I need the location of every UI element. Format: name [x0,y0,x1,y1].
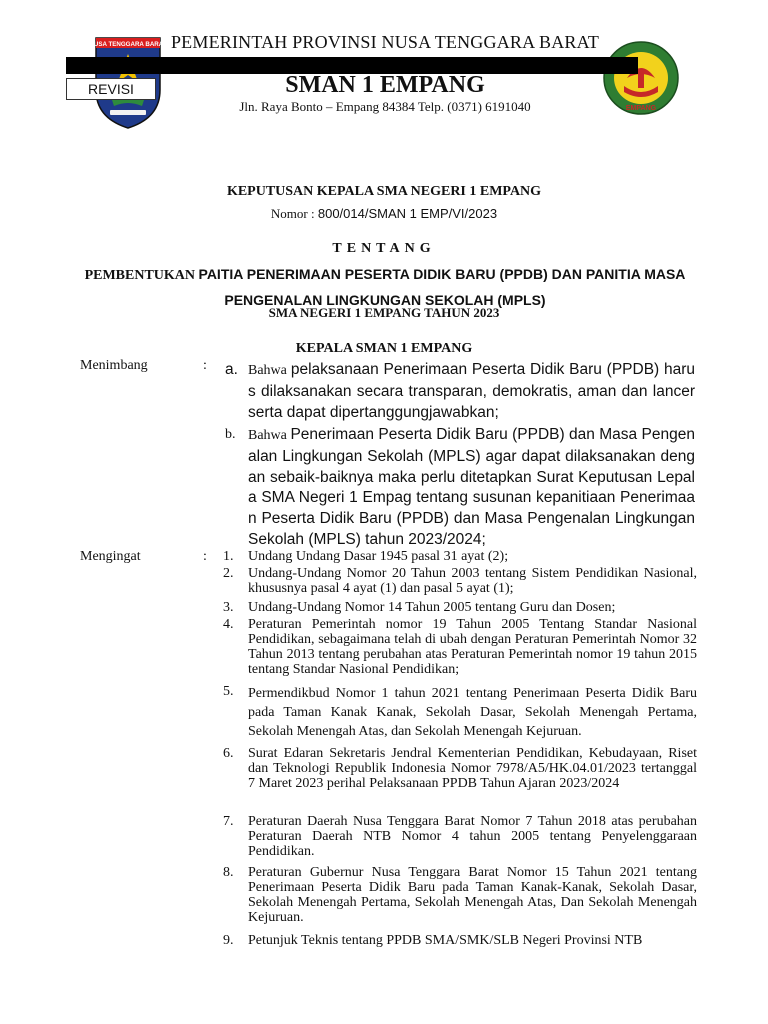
list-item [223,566,697,596]
decree-subject-text: PAITIA PENERIMAAN PESERTA DIDIK BARU (PPDB) DAN PANITIA MASA PENGENALAN LINGKUNGAN SEKOLAH (MPLS) [198,266,686,308]
list-item-number: 6. [223,746,234,761]
decree-subject-year: SMA NEGERI 1 EMPANG TAHUN 2023 [268,305,500,320]
list-item-text: Undang-Undang Nomor 20 Tahun 2003 tentang Sistem Pendidikan Nasional, khususnya pasal 4 ayat (1) dan pasal 5 ayat (1); [248,566,697,596]
considering-item [225,360,695,423]
list-item [223,617,697,677]
list-item-number: 9. [223,933,234,948]
list-item-number: 4. [223,617,234,632]
list-item-text: Petunjuk Teknis tentang PPDB SMA/SMK/SLB Negeri Provinsi NTB [248,933,643,948]
list-item-number: 2. [223,566,234,581]
decree-number-label: Nomor : [270,206,318,221]
considering-marker: b. [225,427,236,442]
about-heading: TENTANG [332,241,436,256]
list-item-text: Undang-Undang Nomor 14 Tahun 2005 tentang Guru dan Dosen; [248,600,616,615]
list-item [223,549,697,564]
considering-colon: : [203,358,207,373]
list-item [223,600,697,615]
list-item-number: 8. [223,865,234,880]
decree-number [0,206,768,222]
decree-number-value: 800/014/SMAN 1 EMP/VI/2023 [317,206,498,221]
recalling-colon: : [203,549,207,564]
emblem-label: NUSA TENGGARA BARAT [92,41,164,48]
school-address: Jln. Raya Bonto – Empang 84384 Telp. (0371) 6191040 [239,99,531,114]
revision-stamp: REVISI [66,78,156,100]
list-item-text: Peraturan Daerah Nusa Tenggara Barat Nomor 7 Tahun 2018 atas perubahan Peraturan Daerah NTB Nomor 4 tahun 2005 tentang Penyelenggaraan Pendidikan. [248,814,697,859]
school-logo-label: EMPANG [625,105,657,112]
list-item-text: Permendikbud Nomor 1 tahun 2021 tentang Penerimaan Peserta Didik Baru pada Taman Kanak Kanak, Sekolah Dasar, Sekolah Menengah Pertama, Sekolah Menengah Atas, dan Sekolah Menengah Kejuruan. [248,686,697,739]
list-item-text: Surat Edaran Sekretaris Jendral Kementerian Pendidikan, Kebudayaan, Riset dan Teknologi Republik Indonesia Nomor 7978/A5/HK.04.01/2023 tertanggal 7 Maret 2023 perihal Pelaksanaan PPDB Tahun Ajaran 2023/2024 [248,746,697,791]
considering-marker: a. [225,361,238,378]
list-item [223,865,697,925]
list-item-text: Peraturan Gubernur Nusa Tenggara Barat Nomor 15 Tahun 2021 tentang Penerimaan Peserta Didik Baru pada Taman Kanak-Kanak, Sekolah Dasar, Sekolah Menengah Pertama, Sekolah Menengah Atas, Dan Sekolah Menengah Kejuruan. [248,865,697,925]
considering-lead: Bahwa [248,363,291,378]
government-heading: PEMERINTAH PROVINSI NUSA TENGGARA BARAT [170,32,600,52]
school-name: SMAN 1 EMPANG [285,72,485,98]
list-item [223,684,697,741]
list-item-number: 3. [223,600,234,615]
list-item-number: 1. [223,549,234,564]
list-item-text: Peraturan Pemerintah nomor 19 Tahun 2005 Tentang Standar Nasional Pendidikan, sebagaimana telah di ubah dengan Peraturan Pemerintah Nomor 32 Tahun 2013 tentang perubahan atas Peraturan Pemerintah nomor 19 tahun 2015 tentang Standar Nasional Pendidikan; [248,617,697,677]
considering-text: Penerimaan Peserta Didik Baru (PPDB) dan Masa Pengenalan Lingkungan Sekolah (MPLS) agar dapat dilaksanakan dengan sebaik-baiknya maka perlu ditetapkan Surat Keputusan Lepala SMA Negeri 1 Empag tentang susunan kepanitiaan Penerimaan Peserta Didik Baru (PPDB) dan Masa Pengenalan Lingkungan Sekolah (MPLS) tahun 2023/2024; [248,426,695,548]
list-item [223,746,697,791]
list-item [223,814,697,859]
decree-title: KEPUTUSAN KEPALA SMA NEGERI 1 EMPANG [226,184,542,199]
list-item-text: Undang Undang Dasar 1945 pasal 31 ayat (2); [248,549,509,564]
list-item-number: 7. [223,814,234,829]
recalling-label: Mengingat [80,549,141,564]
considering-label: Menimbang [80,358,148,373]
head-title: KEPALA SMAN 1 EMPANG [295,341,473,356]
considering-lead: Bahwa [248,428,291,443]
considering-item [225,425,695,551]
list-item [223,933,697,948]
decree-subject-lead: PEMBENTUKAN [84,268,199,283]
list-item-number: 5. [223,684,234,699]
considering-text: pelaksanaan Penerimaan Peserta Didik Baru (PPDB) harus dilaksanakan secara transparan, demokratis, aman dan lancer serta dapat dipertanggungjawabkan; [248,361,695,421]
